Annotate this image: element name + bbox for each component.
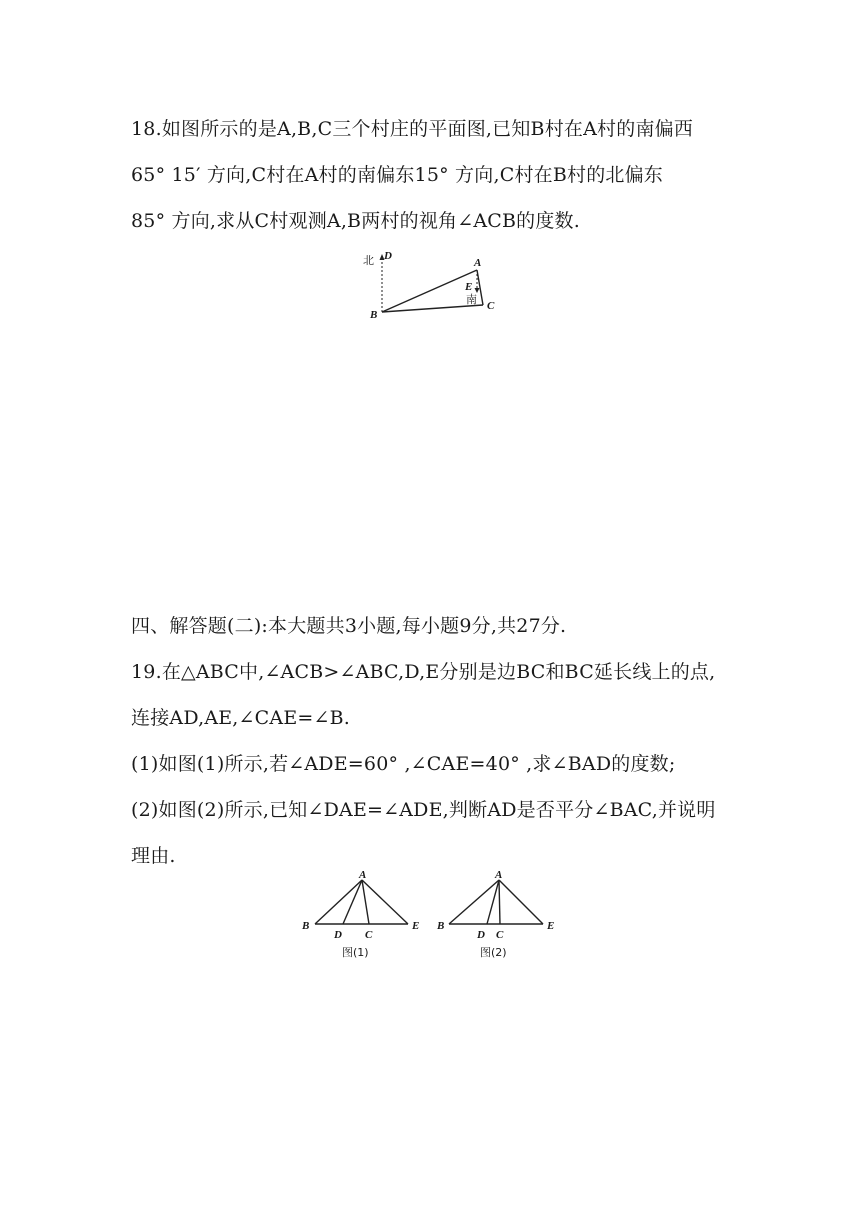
label-e: E [465,281,473,293]
segment-ab [315,880,362,924]
figure-2-caption: 图(2) [480,946,507,959]
segment-ad [487,880,499,924]
segment-ac [499,880,500,924]
q19-figure-2 [432,868,572,963]
label-south: 南 [466,293,477,306]
label-e: E [547,920,555,932]
section-4-heading: 四、解答题(二):本大题共3小题,每小题9分,共27分. [131,615,567,637]
label-d: D [477,929,485,941]
label-north: 北 [363,254,374,267]
segment-ae [499,880,543,924]
q18-line-2: 65° 15′ 方向,C村在A村的南偏东15° 方向,C村在B村的北偏东 [131,164,664,186]
label-a: A [359,869,367,881]
label-c: C [487,300,495,312]
label-c: C [496,929,504,941]
q19-line-4: (2)如图(2)所示,已知∠DAE=∠ADE,判断AD是否平分∠BAC,并说明 [131,799,716,821]
label-c: C [365,929,373,941]
segment-ad [343,880,362,924]
label-b: B [302,920,310,932]
q19-line-5: 理由. [131,845,176,867]
label-e: E [412,920,420,932]
segment-ab [449,880,499,924]
label-a: A [474,257,482,269]
q18-line-1: 18.如图所示的是A,B,C三个村庄的平面图,已知B村在A村的南偏西 [131,118,694,140]
q18-line-3: 85° 方向,求从C村观测A,B两村的视角∠ACB的度数. [131,210,580,232]
segment-ba [382,270,477,312]
label-d: D [334,929,342,941]
q19-line-3: (1)如图(1)所示,若∠ADE=60° ,∠CAE=40° ,求∠BAD的度数; [131,753,676,775]
q18-figure [355,245,515,325]
q19-line-2: 连接AD,AE,∠CAE=∠B. [131,707,351,729]
segment-ae [362,880,408,924]
figure-1-caption: 图(1) [342,946,369,959]
label-b: B [370,309,378,321]
label-d: D [384,250,392,262]
label-b: B [437,920,445,932]
q19-figure-1 [295,868,435,963]
label-a: A [495,869,503,881]
segment-ac [477,270,483,305]
q19-line-1: 19.在△ABC中,∠ACB>∠ABC,D,E分别是边BC和BC延长线上的点, [131,661,716,683]
